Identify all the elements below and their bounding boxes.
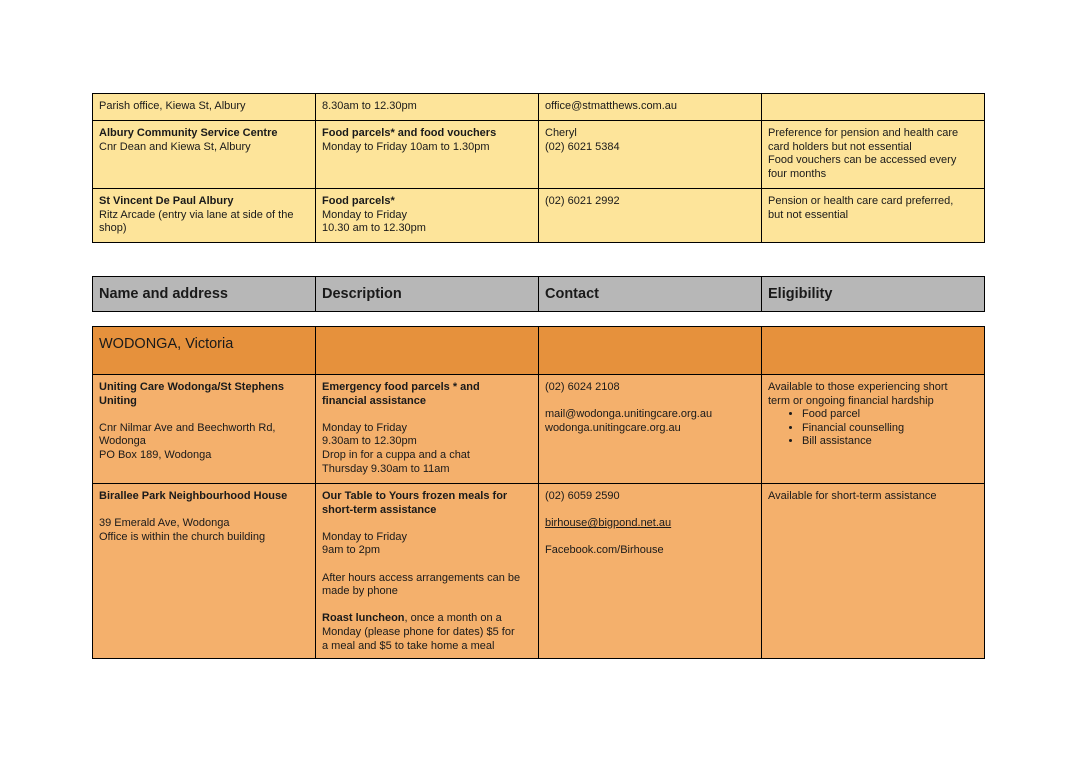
- address-text: Ritz Arcade (entry via lane at side of the: [99, 208, 294, 221]
- contact-cell: [539, 121, 762, 189]
- spacer: [99, 504, 309, 518]
- roast-text: , once a month on a: [404, 612, 502, 625]
- column-header-table: [92, 276, 985, 312]
- table-row: [93, 94, 985, 121]
- region-row: [93, 327, 985, 375]
- header-eligibility: Eligibility: [762, 277, 985, 312]
- contact-cell: [539, 375, 762, 484]
- eligibility-cell: [762, 484, 985, 659]
- table-row: [93, 484, 985, 659]
- region-empty-cell: [539, 327, 762, 375]
- hours-text: Monday to Friday: [322, 530, 407, 543]
- header-name-address: Name and address: [93, 277, 316, 312]
- description-cell: [316, 121, 539, 189]
- email-link[interactable]: mail@wodonga.unitingcare.org.au: [545, 408, 713, 421]
- region-title: WODONGA, Victoria: [93, 327, 316, 375]
- eligibility-text: Available for short-term assistance: [768, 490, 937, 502]
- contact-cell: [539, 94, 762, 121]
- roast-text: a meal and $5 to take home a meal: [322, 639, 495, 652]
- name-address-cell: [93, 375, 316, 484]
- phone-text: (02) 6024 2108: [545, 381, 620, 393]
- phone-text: (02) 6021 2992: [545, 195, 620, 207]
- contact-name: Cheryl: [545, 127, 577, 139]
- service-name: Birallee Park Neighbourhood House: [99, 490, 288, 502]
- table-row: [93, 121, 985, 189]
- eligibility-cell: [762, 189, 985, 243]
- roast-title: Roast luncheon: [322, 612, 405, 625]
- hours-text: Monday to Friday 10am to 1.30pm: [322, 140, 490, 153]
- header-description: Description: [316, 277, 539, 312]
- website-link[interactable]: wodonga.unitingcare.org.au: [545, 421, 681, 434]
- hours-text: Thursday 9.30am to 11am: [322, 462, 450, 475]
- address-text: shop): [99, 222, 127, 235]
- description-cell: [316, 484, 539, 659]
- phone-text: (02) 6021 5384: [545, 140, 620, 153]
- hours-text: Drop in for a cuppa and a chat: [322, 448, 470, 461]
- table-row: [93, 189, 985, 243]
- spacer: [322, 558, 532, 572]
- name-address-cell: [93, 94, 316, 121]
- address-text: Wodonga: [99, 435, 146, 448]
- name-address-cell: [93, 121, 316, 189]
- region-empty-cell: [316, 327, 539, 375]
- eligibility-cell: [762, 121, 985, 189]
- albury-services-table: [92, 93, 985, 243]
- address-text: Parish office, Kiewa St, Albury: [99, 100, 246, 112]
- eligibility-text: [768, 100, 978, 114]
- description-cell: [316, 94, 539, 121]
- contact-cell: [539, 484, 762, 659]
- list-item: • Financial counselling: [802, 422, 978, 436]
- service-type: Food parcels*: [322, 195, 395, 207]
- header-contact: Contact: [539, 277, 762, 312]
- spacer: [322, 599, 532, 613]
- description-cell: [316, 189, 539, 243]
- list-item: • Bill assistance: [802, 435, 978, 449]
- eligibility-text: Food vouchers can be accessed every: [768, 154, 957, 167]
- eligibility-text: Available to those experiencing short: [768, 381, 948, 393]
- eligibility-text: Preference for pension and health care: [768, 127, 959, 139]
- email-link[interactable]: birhouse@bigpond.net.au: [545, 517, 672, 530]
- list-item: • Food parcel: [802, 408, 978, 422]
- email-text: office@stmatthews.com.au: [545, 100, 678, 112]
- eligibility-cell: [762, 375, 985, 484]
- hours-text: 9am to 2pm: [322, 544, 381, 557]
- spacer: [545, 395, 755, 409]
- after-hours-text: After hours access arrangements can be: [322, 571, 521, 584]
- address-text: Cnr Nilmar Ave and Beechworth Rd,: [99, 421, 276, 434]
- hours-text: 9.30am to 12.30pm: [322, 435, 417, 448]
- name-address-cell: [93, 189, 316, 243]
- wodonga-services-table: [92, 326, 985, 659]
- name-address-cell: [93, 484, 316, 659]
- address-text: Cnr Dean and Kiewa St, Albury: [99, 140, 251, 153]
- phone-text: (02) 6059 2590: [545, 490, 620, 502]
- address-text: Office is within the church building: [99, 530, 266, 543]
- roast-text: Monday (please phone for dates) $5 for: [322, 625, 515, 638]
- service-name: Albury Community Service Centre: [99, 127, 278, 139]
- address-text: PO Box 189, Wodonga: [99, 448, 212, 461]
- service-name: Uniting Care Wodonga/St Stephens: [99, 381, 284, 393]
- region-empty-cell: [762, 327, 985, 375]
- eligibility-text: term or ongoing financial hardship: [768, 394, 934, 407]
- roast-luncheon-text: [322, 612, 532, 626]
- hours-text: 10.30 am to 12.30pm: [322, 222, 426, 235]
- eligibility-text: but not essential: [768, 208, 849, 221]
- spacer: [99, 408, 309, 422]
- contact-cell: [539, 189, 762, 243]
- hours-text: 8.30am to 12.30pm: [322, 100, 417, 112]
- spacer: [545, 531, 755, 545]
- address-text: 39 Emerald Ave, Wodonga: [99, 517, 230, 530]
- spacer: [322, 517, 532, 531]
- spacer: [545, 504, 755, 518]
- description-cell: [316, 375, 539, 484]
- service-type: financial assistance: [322, 394, 426, 407]
- service-name: Uniting: [99, 394, 137, 407]
- eligibility-text: Pension or health care card preferred,: [768, 195, 954, 207]
- service-type: Food parcels* and food vouchers: [322, 127, 497, 139]
- service-type: Our Table to Yours frozen meals for: [322, 490, 508, 502]
- eligibility-text: four months: [768, 167, 827, 180]
- service-type: Emergency food parcels * and: [322, 381, 480, 393]
- service-type: short-term assistance: [322, 503, 437, 516]
- eligibility-cell: [762, 94, 985, 121]
- table-row: [93, 375, 985, 484]
- hours-text: Monday to Friday: [322, 208, 407, 221]
- service-name: St Vincent De Paul Albury: [99, 195, 234, 207]
- header-row: [93, 277, 985, 312]
- facebook-link[interactable]: Facebook.com/Birhouse: [545, 544, 664, 557]
- eligibility-list: [768, 408, 978, 449]
- eligibility-text: card holders but not essential: [768, 140, 912, 153]
- spacer: [322, 408, 532, 422]
- hours-text: Monday to Friday: [322, 421, 407, 434]
- after-hours-text: made by phone: [322, 585, 398, 598]
